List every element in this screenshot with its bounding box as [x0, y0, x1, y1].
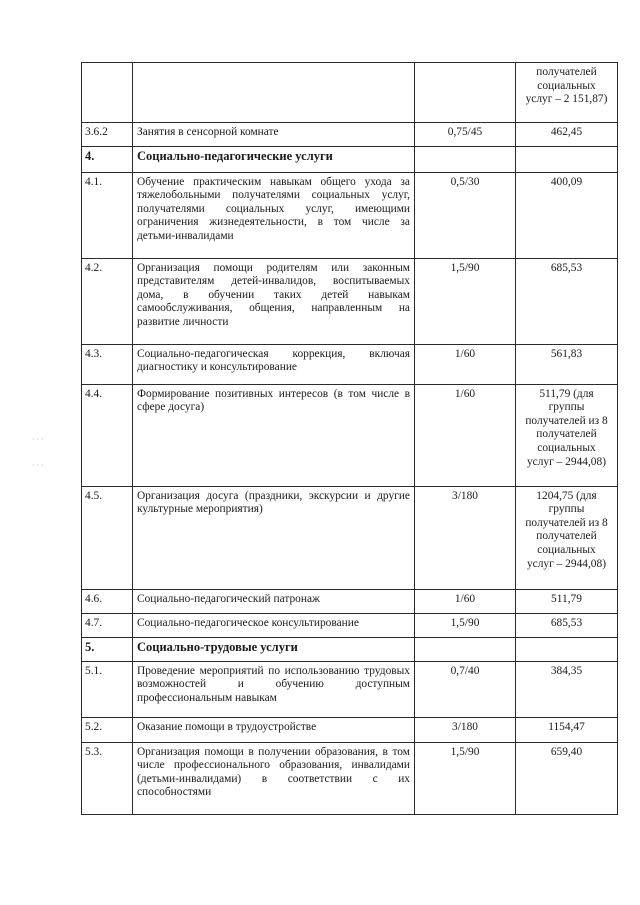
time-norm: 0,7/40 — [415, 661, 516, 717]
row-number: 5.1. — [82, 661, 133, 717]
service-name: Занятия в сенсорной комнате — [133, 123, 415, 147]
service-name: Формирование позитивных интересов (в том числе в сфере досуга) — [133, 384, 415, 486]
row-number: 3.6.2 — [82, 123, 133, 147]
table-row — [82, 717, 618, 742]
service-name: Проведение мероприятий по использованию трудовых возможностей и обучению доступным профессиональным навыкам — [133, 661, 415, 717]
service-name: Социально-педагогическая коррекция, включая диагностику и консультирование — [133, 344, 415, 384]
scan-artifact: · · · — [32, 461, 44, 470]
row-number: 4.2. — [82, 258, 133, 344]
tariff: 400,09 — [516, 172, 618, 258]
services-table — [81, 62, 618, 815]
section-number: 4. — [82, 146, 133, 172]
tariff: 511,79 — [516, 589, 618, 613]
row-number: 5.3. — [82, 742, 133, 814]
tariff: 462,45 — [516, 123, 618, 147]
table-row — [82, 661, 618, 717]
section-row — [82, 637, 618, 661]
section-number: 5. — [82, 637, 133, 661]
scan-artifact: · · · — [32, 435, 44, 444]
table-row — [82, 123, 618, 147]
time-norm: 1/60 — [415, 589, 516, 613]
tariff: 561,83 — [516, 344, 618, 384]
tariff: 1204,75 (для группы получателей из 8 получателей социальных услуг – 2944,08) — [516, 486, 618, 589]
time-norm — [415, 637, 516, 661]
row-number: 5.2. — [82, 717, 133, 742]
service-name: Организация досуга (праздники, экскурсии и другие культурные мероприятия) — [133, 486, 415, 589]
time-norm: 0,5/30 — [415, 172, 516, 258]
tariff: 685,53 — [516, 613, 618, 637]
service-name: Организация помощи родителям или законным представителям детей-инвалидов, воспитываемых дома, в обучении таких детей навыкам самообслуживания, общения, направленным на развитие личности — [133, 258, 415, 344]
service-name: Организация помощи в получении образования, в том числе профессионального образования, инвалидами (детьми-инвалидами) в соответствии с их способностями — [133, 742, 415, 814]
tariff: 384,35 — [516, 661, 618, 717]
row-number: 4.1. — [82, 172, 133, 258]
tariff — [516, 637, 618, 661]
tariff: 1154,47 — [516, 717, 618, 742]
table-row — [82, 613, 618, 637]
service-name: Социально-педагогическое консультирование — [133, 613, 415, 637]
table-row — [82, 384, 618, 486]
tariff: получателей социальных услуг – 2 151,87) — [516, 63, 618, 123]
tariff: 511,79 (для группы получателей из 8 получателей социальных услуг – 2944,08) — [516, 384, 618, 486]
tariff — [516, 146, 618, 172]
section-row — [82, 146, 618, 172]
row-number: 4.5. — [82, 486, 133, 589]
tariff: 659,40 — [516, 742, 618, 814]
row-number: 4.6. — [82, 589, 133, 613]
time-norm — [415, 63, 516, 123]
table-row — [82, 172, 618, 258]
time-norm: 1,5/90 — [415, 613, 516, 637]
service-name: Обучение практическим навыкам общего ухода за тяжелобольными получателями социальных услуг, получателями социальных услуг, имеющими ограничения жизнедеятельности, в том числе за детьми-инвалидами — [133, 172, 415, 258]
table-row — [82, 258, 618, 344]
time-norm: 1,5/90 — [415, 258, 516, 344]
table-row — [82, 63, 618, 123]
time-norm: 3/180 — [415, 486, 516, 589]
table-row — [82, 589, 618, 613]
service-name — [133, 63, 415, 123]
section-title: Социально-трудовые услуги — [133, 637, 415, 661]
table-row — [82, 742, 618, 814]
row-number: 4.3. — [82, 344, 133, 384]
time-norm: 1/60 — [415, 344, 516, 384]
section-title: Социально-педагогические услуги — [133, 146, 415, 172]
table-row — [82, 344, 618, 384]
time-norm: 3/180 — [415, 717, 516, 742]
time-norm: 1/60 — [415, 384, 516, 486]
time-norm — [415, 146, 516, 172]
table-row — [82, 486, 618, 589]
service-name: Оказание помощи в трудоустройстве — [133, 717, 415, 742]
row-number: 4.4. — [82, 384, 133, 486]
service-name: Социально-педагогический патронаж — [133, 589, 415, 613]
time-norm: 1,5/90 — [415, 742, 516, 814]
row-number — [82, 63, 133, 123]
tariff: 685,53 — [516, 258, 618, 344]
time-norm: 0,75/45 — [415, 123, 516, 147]
row-number: 4.7. — [82, 613, 133, 637]
